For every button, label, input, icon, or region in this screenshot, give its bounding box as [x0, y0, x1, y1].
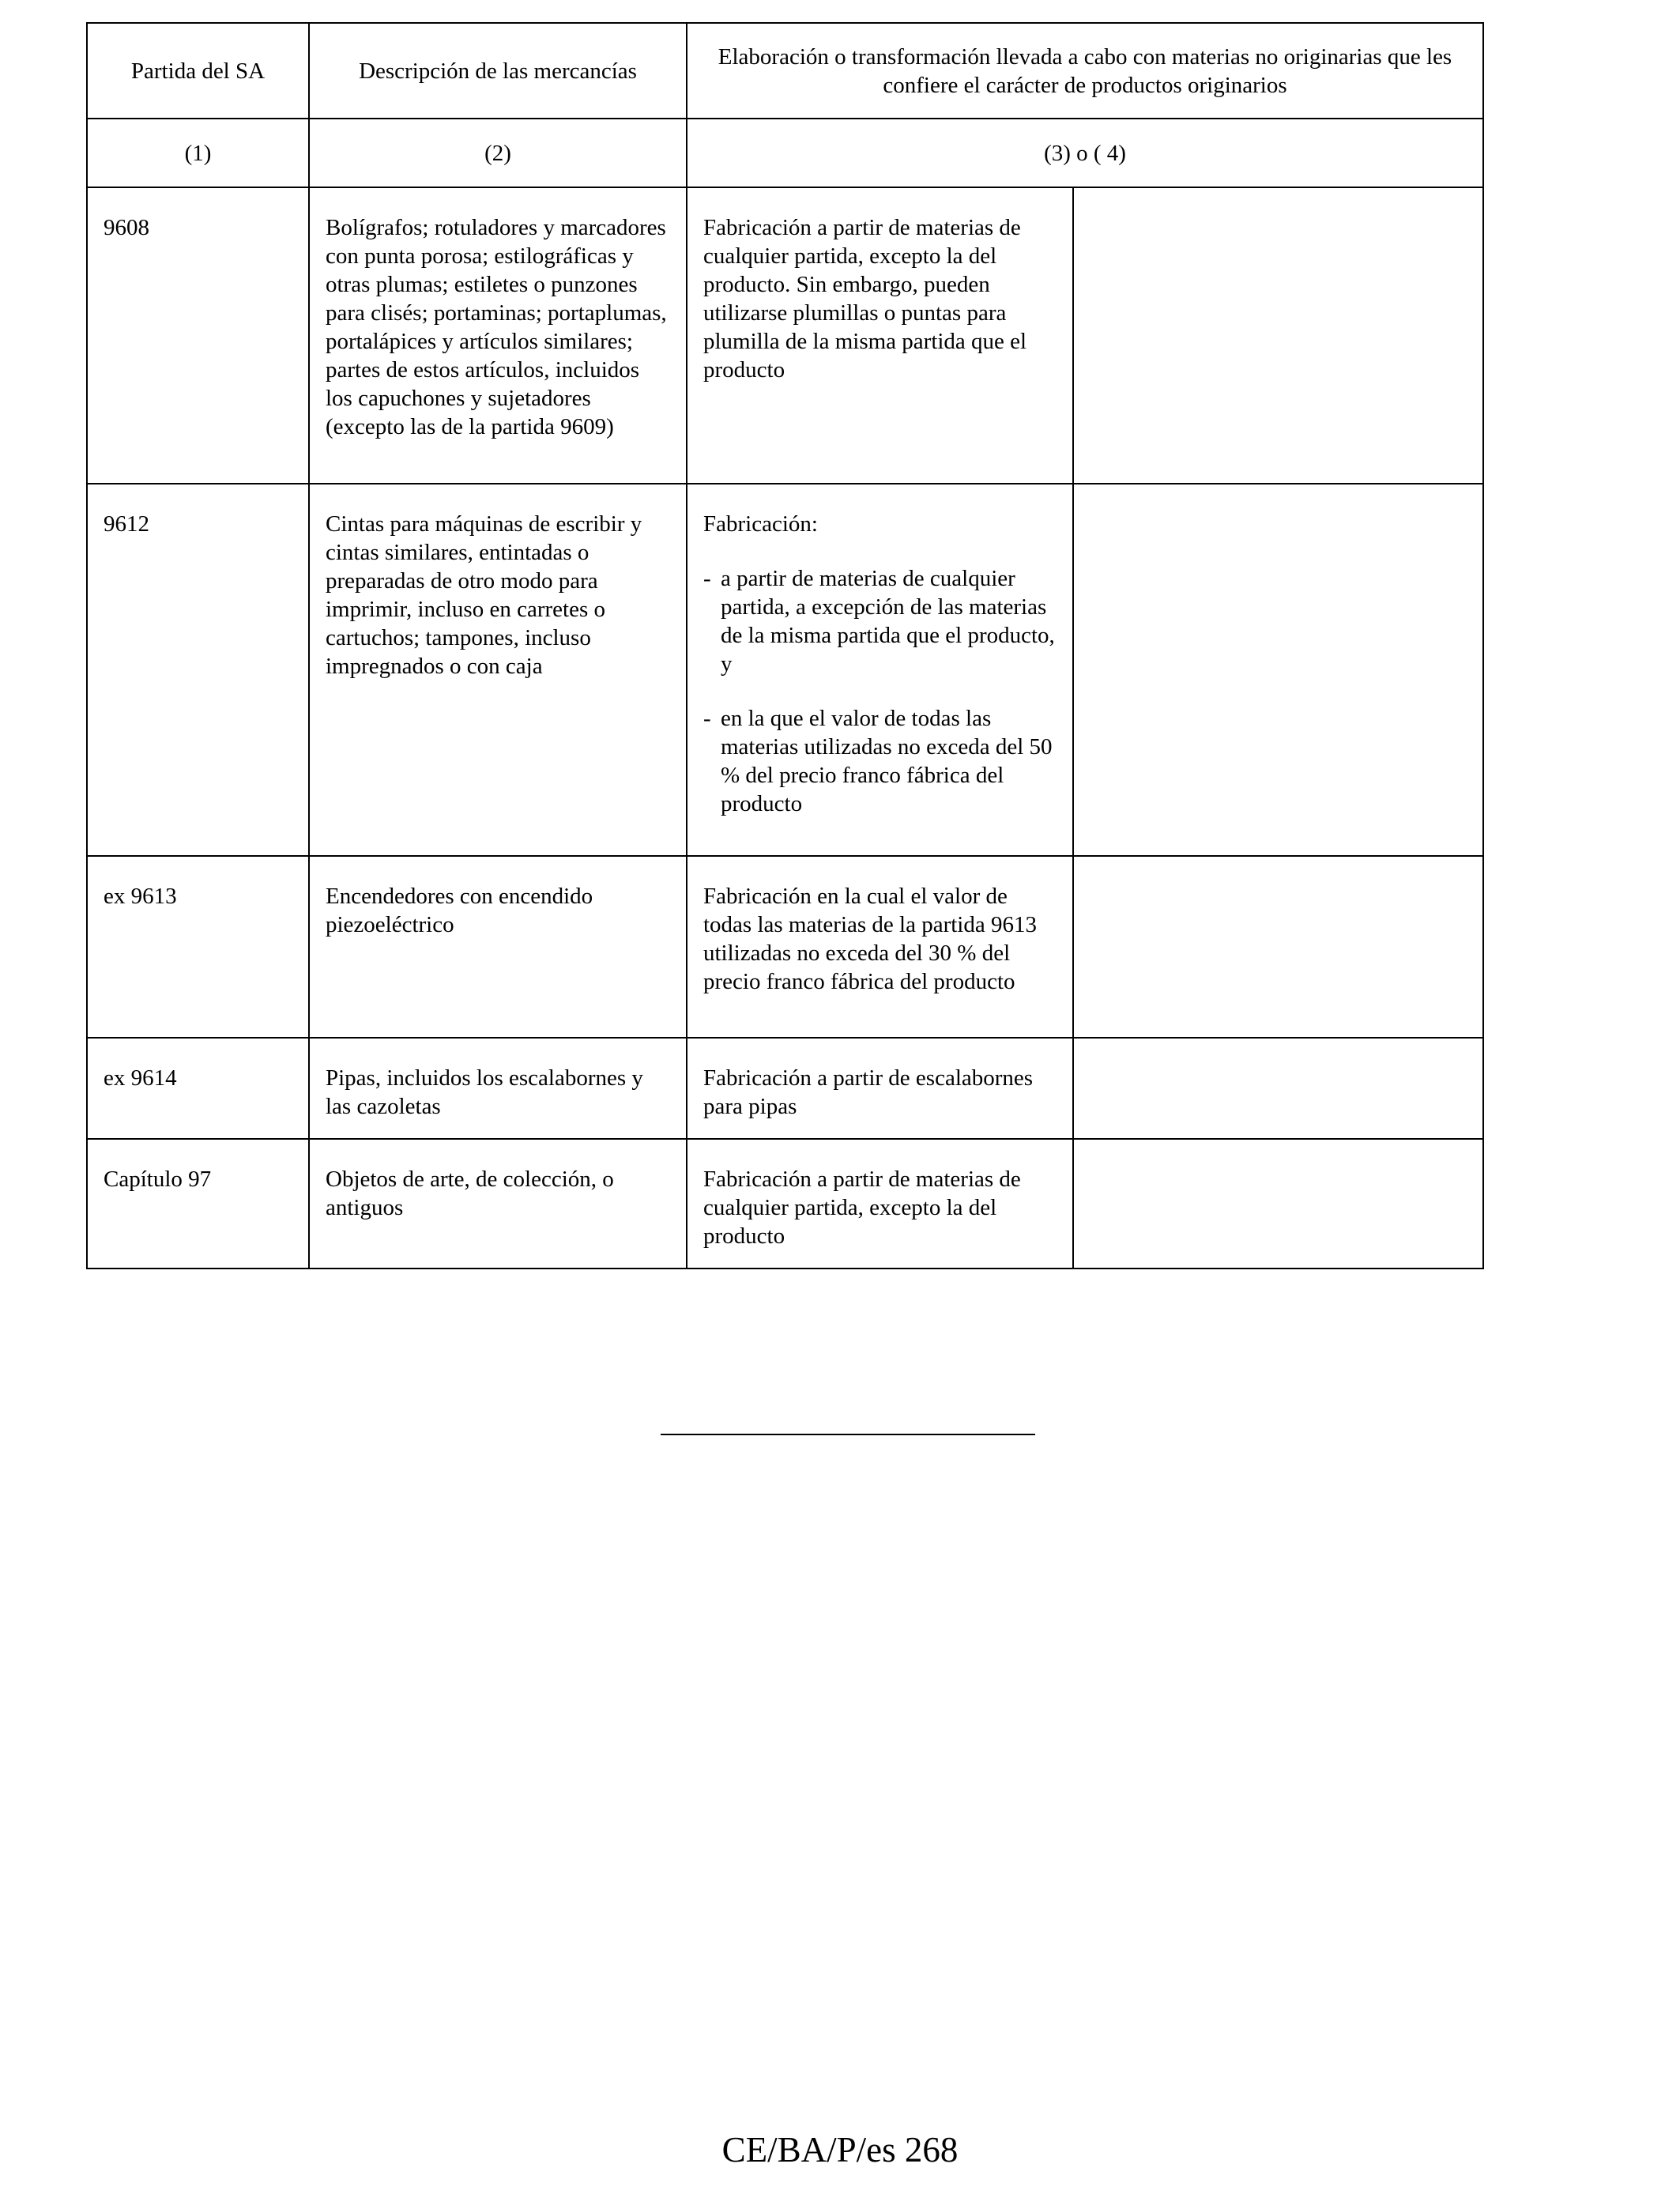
- table-row: [87, 1139, 1483, 1269]
- rule-text: Fabricación:: [703, 511, 818, 537]
- header-processing: Elaboración o transformación llevada a cabo con materias no originarias que les confiere el carácter de productos originarios: [687, 23, 1483, 119]
- rule-text: Fabricación a partir de materias de cualquier partida, excepto la del producto. Sin embargo, pueden utilizarse plumillas o puntas para plumilla de la misma partida que el producto: [703, 215, 1027, 383]
- row-code: 9608: [87, 187, 309, 484]
- rule-text: Fabricación a partir de materias de cualquier partida, excepto la del producto: [703, 1167, 1021, 1249]
- bullet-marker: -: [703, 566, 711, 591]
- row-alternative-rule: [1073, 484, 1483, 856]
- row-alternative-rule: [1073, 1038, 1483, 1139]
- row-rule: [687, 1038, 1073, 1139]
- row-rule: [687, 1139, 1073, 1269]
- table-row: [87, 1038, 1483, 1139]
- rule-text: Fabricación a partir de escalabornes para pipas: [703, 1065, 1034, 1119]
- page-number: CE/BA/P/es 268: [721, 2130, 959, 2169]
- row-rule: [687, 484, 1073, 856]
- rule-bullet: [703, 564, 1057, 678]
- row-alternative-rule: [1073, 187, 1483, 484]
- row-description: Bolígrafos; rotuladores y marcadores con punta porosa; estilográficas y otras plumas; estiletes o punzones para clisés; portaminas; portaplumas, portalápices y artículos similares; partes de estos artículos, incluidos los capuchones y sujetadores (excepto las de la partida 9609): [309, 187, 687, 484]
- column-number-2: (2): [309, 119, 687, 187]
- row-code: 9612: [87, 484, 309, 856]
- column-number-1: (1): [87, 119, 309, 187]
- rule-bullet-text: a partir de materias de cualquier partida, a excepción de las materias de la misma partida que el producto, y: [721, 566, 1055, 677]
- rule-text: Fabricación en la cual el valor de todas las materias de la partida 9613 utilizadas no exceda del 30 % del precio franco fábrica del producto: [703, 884, 1037, 994]
- header-description: Descripción de las mercancías: [309, 23, 687, 119]
- row-code: ex 9613: [87, 856, 309, 1038]
- row-alternative-rule: [1073, 856, 1483, 1038]
- column-number-3-4: (3) o ( 4): [687, 119, 1483, 187]
- row-alternative-rule: [1073, 1139, 1483, 1269]
- header-hs-heading: Partida del SA: [87, 23, 309, 119]
- row-code: ex 9614: [87, 1038, 309, 1139]
- row-description: Pipas, incluidos los escalabornes y las cazoletas: [309, 1038, 687, 1139]
- table-row: [87, 484, 1483, 856]
- column-number-row: [87, 119, 1483, 187]
- row-code: Capítulo 97: [87, 1139, 309, 1269]
- rules-of-origin-table: [86, 22, 1484, 1269]
- row-description: Encendedores con encendido piezoeléctrico: [309, 856, 687, 1038]
- rule-bullet-text: en la que el valor de todas las materias utilizadas no exceda del 50 % del precio franco fábrica del producto: [721, 706, 1053, 816]
- table-row: [87, 856, 1483, 1038]
- table-header-row: [87, 23, 1483, 119]
- row-description: Objetos de arte, de colección, o antiguos: [309, 1139, 687, 1269]
- row-rule: [687, 856, 1073, 1038]
- row-description: Cintas para máquinas de escribir y cintas similares, entintadas o preparadas de otro modo para imprimir, incluso en carretes o cartuchos; tampones, incluso impregnados o con caja: [309, 484, 687, 856]
- bullet-marker: -: [703, 706, 711, 731]
- row-rule: [687, 187, 1073, 484]
- table-row: [87, 187, 1483, 484]
- end-of-annex-divider: [661, 1434, 1035, 1435]
- rule-bullet: [703, 704, 1057, 818]
